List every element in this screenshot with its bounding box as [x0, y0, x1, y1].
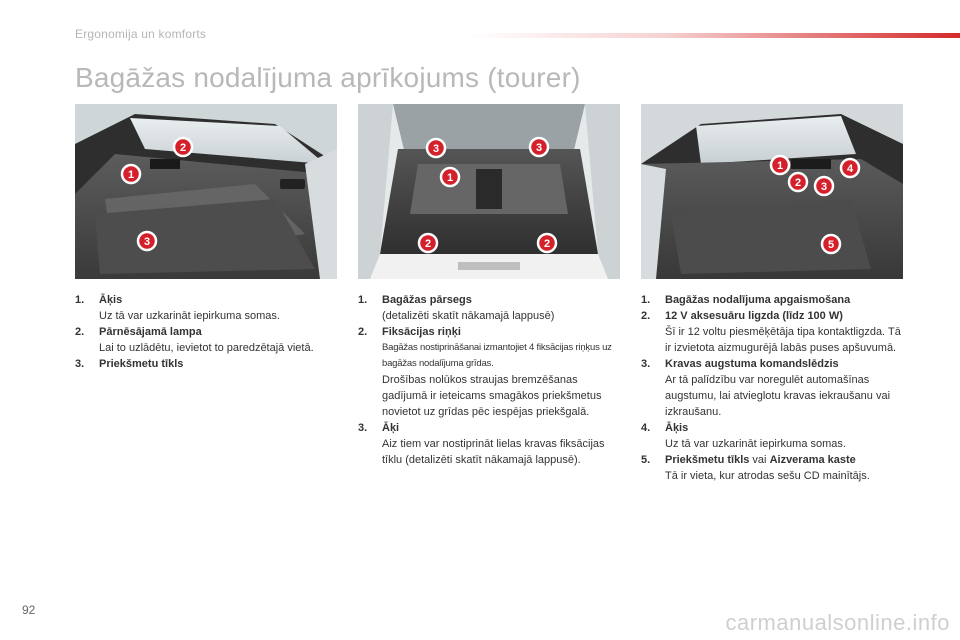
legend-item — [358, 324, 623, 420]
watermark-text: carmanualsonline.info — [725, 610, 950, 635]
callout-badge — [441, 168, 459, 186]
item-heading: Priekšmetu tīkls — [99, 358, 184, 370]
item-number: 3. — [641, 358, 651, 370]
item-description: (detalizēti skatīt nākamajā lappusē) — [382, 310, 555, 322]
svg-text:3: 3 — [143, 236, 151, 248]
item-description: Ar tā palīdzību var noregulēt automašīnas augstumu, lai atvieglotu kravas iekraušanu vai izkraušanu. — [665, 374, 891, 418]
legend-item — [358, 420, 623, 468]
item-description: Lai to uzlādētu, ievietot to paredzētajā vietā. — [99, 342, 314, 354]
svg-text:1: 1 — [127, 169, 135, 181]
trunk-photo-center — [358, 104, 620, 279]
legend-column-right — [641, 292, 906, 484]
item-heading: Fiksācijas riņķi — [382, 326, 461, 338]
legend-item — [641, 452, 906, 484]
item-description: Drošības nolūkos straujas bremzēšanas gadījumā ir ieteicams smagākos priekšmetus novietot uz grīdas pēc iespējas priekšgalā. — [382, 374, 602, 418]
svg-text:2: 2 — [179, 142, 187, 154]
callout-badge — [841, 159, 859, 177]
legend-item — [75, 292, 320, 324]
item-number: 3. — [75, 358, 85, 370]
callout-badge — [771, 156, 789, 174]
item-heading: Pārnēsājamā lampa — [99, 326, 202, 338]
item-description: Šī ir 12 voltu piesmēķētāja tipa kontaktligzda. Tā ir izvietota aizmugurējā labās puses apšuvumā. — [665, 326, 901, 354]
legend-item — [641, 420, 906, 452]
legend-item — [641, 356, 906, 420]
item-number: 1. — [641, 294, 651, 306]
header-section-label: Ergonomija un komforts — [75, 27, 207, 41]
item-number: 2. — [75, 326, 85, 338]
item-number: 4. — [641, 422, 651, 434]
legend-item — [641, 308, 906, 356]
item-heading-combined — [665, 452, 906, 468]
item-heading: Āķis — [665, 422, 689, 434]
item-description: Tā ir vieta, kur atrodas sešu CD mainītājs. — [665, 470, 870, 482]
svg-text:3: 3 — [820, 181, 828, 193]
svg-text:5: 5 — [827, 239, 835, 251]
legend-column-left — [75, 292, 320, 372]
svg-text:2: 2 — [543, 238, 551, 250]
item-heading: Āķi — [382, 422, 400, 434]
header-accent-bar — [470, 33, 960, 38]
callout-badge — [822, 235, 840, 253]
callout-badge — [530, 138, 548, 156]
callout-badge — [427, 139, 445, 157]
legend-item — [358, 292, 623, 324]
callout-badge — [538, 234, 556, 252]
callout-badge — [138, 232, 156, 250]
page-number: 92 — [22, 603, 36, 617]
item-number: 1. — [75, 294, 85, 306]
callout-badge — [122, 165, 140, 183]
callout-badge — [789, 173, 807, 191]
callout-badge — [419, 234, 437, 252]
item-heading: Āķis — [99, 294, 123, 306]
legend-item — [75, 324, 320, 356]
item-description: Uz tā var uzkarināt iepirkuma somas. — [99, 310, 280, 322]
item-heading: Bagāžas nodalījuma apgaismošana — [665, 294, 851, 306]
page-title: Bagāžas nodalījuma aprīkojums (tourer) — [75, 62, 581, 93]
legend-item — [75, 356, 320, 372]
item-heading-part: Priekšmetu tīkls — [665, 454, 750, 466]
item-description: Uz tā var uzkarināt iepirkuma somas. — [665, 438, 846, 450]
callout-badge — [815, 177, 833, 195]
svg-text:1: 1 — [776, 160, 784, 172]
item-number: 2. — [641, 310, 651, 322]
item-number: 2. — [358, 326, 368, 338]
callout-badge — [174, 138, 192, 156]
svg-text:3: 3 — [432, 143, 440, 155]
trunk-photo-left — [75, 104, 337, 279]
svg-text:3: 3 — [535, 142, 543, 154]
trunk-photo-right — [641, 104, 903, 279]
legend-column-center — [358, 292, 623, 468]
item-heading: Bagāžas pārsegs — [382, 294, 472, 306]
svg-text:2: 2 — [794, 177, 802, 189]
legend-item — [641, 292, 906, 308]
item-number: 5. — [641, 454, 651, 466]
item-heading: 12 V aksesuāru ligzda (līdz 100 W) — [665, 310, 843, 322]
item-heading: Kravas augstuma komandslēdzis — [665, 358, 839, 370]
item-number: 3. — [358, 422, 368, 434]
item-heading-part: Aizverama kaste — [769, 454, 856, 466]
item-description: Aiz tiem var nostiprināt lielas kravas fiksācijas tīklu (detalizēti skatīt nākamajā lappusē). — [382, 438, 605, 466]
item-heading-joiner: vai — [749, 454, 770, 466]
item-number: 1. — [358, 294, 368, 306]
svg-text:1: 1 — [446, 172, 454, 184]
item-note-small: Bagāžas nostiprināšanai izmantojiet 4 fiksācijas riņķus uz bagāžas nodalījuma grīdas. — [382, 342, 612, 369]
svg-text:2: 2 — [424, 238, 432, 250]
svg-text:4: 4 — [846, 163, 854, 175]
